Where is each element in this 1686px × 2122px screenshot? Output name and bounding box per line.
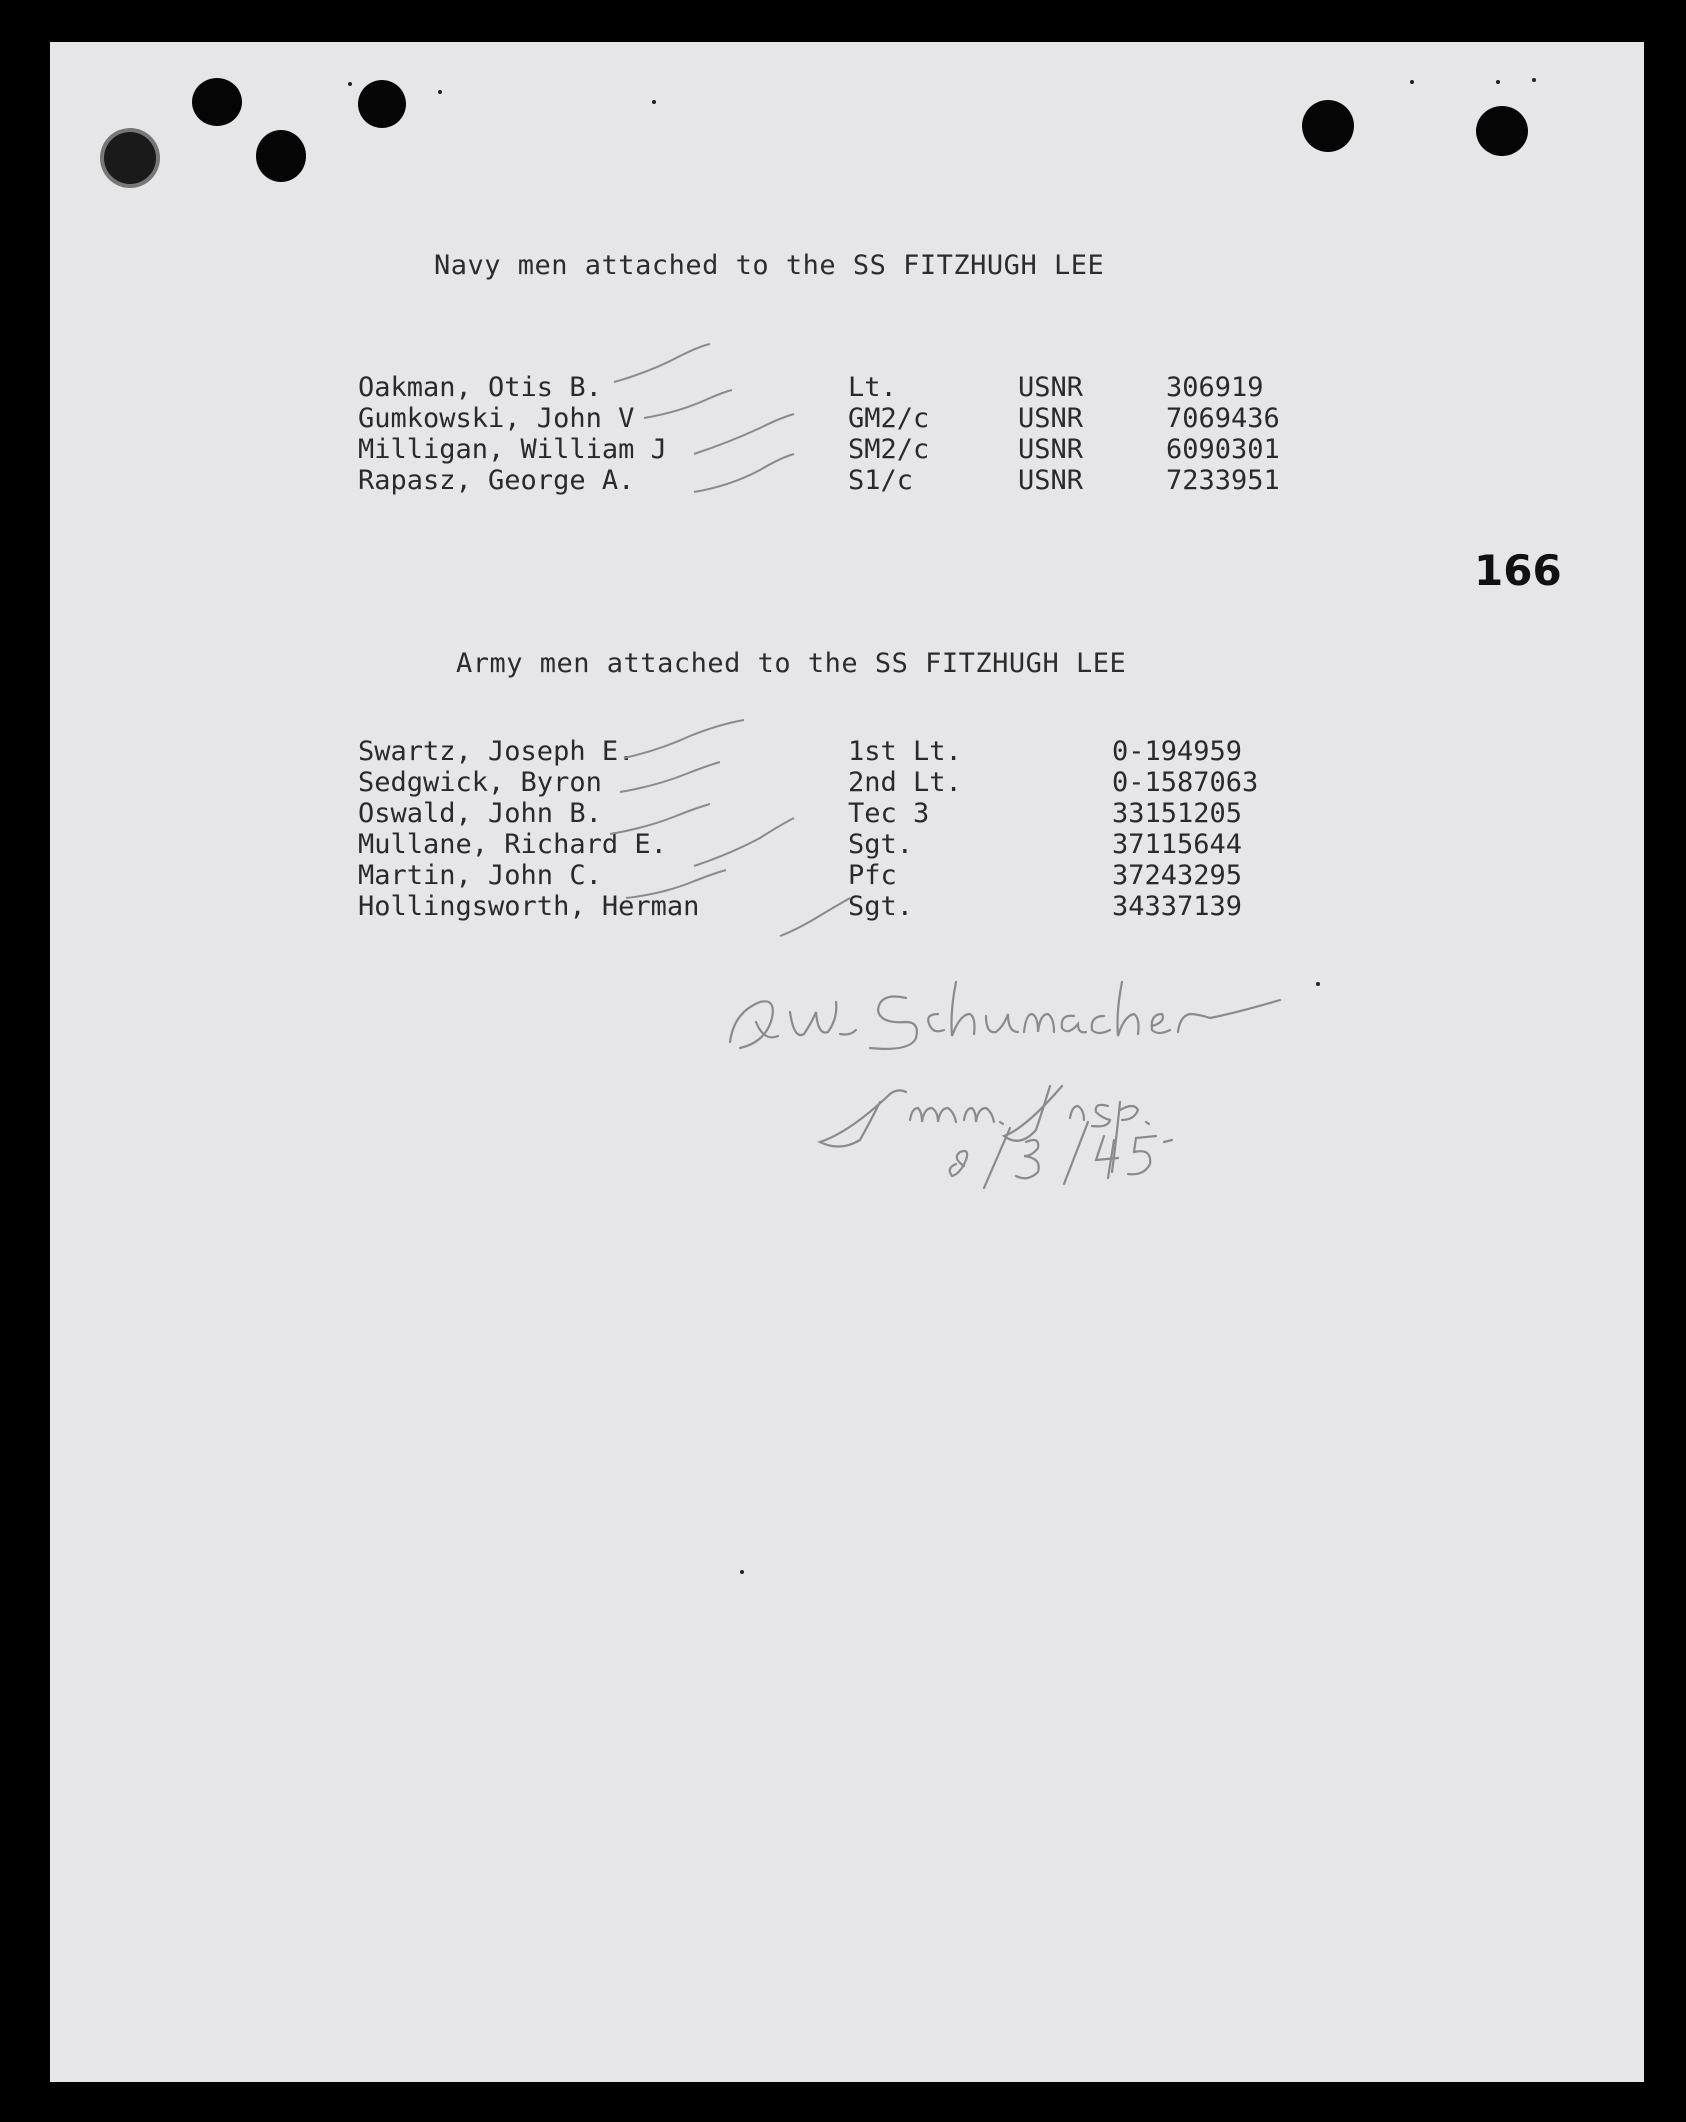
check-mark-icon [622,868,732,908]
navy-name: Milligan, William J [358,434,667,465]
ink-speck [652,100,656,104]
navy-branch: USNR [1018,372,1084,403]
navy-rank: SM2/c [848,434,930,465]
army-name: Oswald, John B. [358,798,602,829]
navy-name: Rapasz, George A. [358,465,635,496]
army-rank: Pfc [848,860,897,891]
navy-name: Oakman, Otis B. [358,372,602,403]
check-mark-icon [616,760,726,800]
army-serial: 33151205 [1112,798,1243,829]
army-serial: 34337139 [1112,891,1243,922]
page-number: 166 [1474,546,1562,595]
ink-speck [348,82,352,86]
navy-row [358,372,1264,404]
punch-hole [358,80,406,128]
army-serial: 0-194959 [1112,736,1243,767]
army-row [358,798,1243,830]
navy-branch: USNR [1018,465,1084,496]
check-mark-icon [690,452,800,502]
ink-speck [1410,80,1414,84]
document-page [50,42,1644,2082]
army-name: Sedgwick, Byron [358,767,602,798]
army-serial: 37243295 [1112,860,1243,891]
army-serial: 37115644 [1112,829,1243,860]
army-rank: Tec 3 [848,798,930,829]
army-name: Martin, John C. [358,860,602,891]
ink-speck [438,90,442,94]
navy-row [358,403,1280,435]
punch-hole [104,132,156,184]
navy-serial: 6090301 [1166,434,1280,465]
navy-rank: GM2/c [848,403,930,434]
army-name: Hollingsworth, Herman [358,891,700,922]
punch-hole [192,78,242,126]
navy-name: Gumkowski, John V [358,403,635,434]
navy-branch: USNR [1018,403,1084,434]
army-rank: 1st Lt. [848,736,962,767]
ink-speck [1496,80,1500,84]
handwritten-signature [720,952,1360,1192]
army-rank: Sgt. [848,891,914,922]
army-row [358,860,1243,892]
army-row [358,767,1259,799]
army-row [358,829,1243,861]
navy-branch: USNR [1018,434,1084,465]
ink-speck [740,1570,744,1574]
punch-hole [256,130,306,182]
ink-speck [1532,78,1536,82]
punch-hole [1302,100,1354,152]
check-mark-icon [776,896,856,946]
army-name: Mullane, Richard E. [358,829,667,860]
navy-serial: 7233951 [1166,465,1280,496]
army-rank: 2nd Lt. [848,767,962,798]
navy-row [358,434,1280,466]
army-name: Swartz, Joseph E. [358,736,635,767]
navy-rank: S1/c [848,465,914,496]
navy-heading: Navy men attached to the SS FITZHUGH LEE [434,250,1105,281]
army-serial: 0-1587063 [1112,767,1259,798]
navy-row [358,465,1280,497]
army-heading: Army men attached to the SS FITZHUGH LEE [456,648,1127,679]
army-row [358,891,1243,923]
army-rank: Sgt. [848,829,914,860]
navy-serial: 7069436 [1166,403,1280,434]
check-mark-icon [690,816,800,876]
navy-rank: Lt. [848,372,897,403]
punch-hole [1476,106,1528,156]
check-mark-icon [610,342,750,392]
navy-serial: 306919 [1166,372,1264,403]
army-row [358,736,1243,768]
